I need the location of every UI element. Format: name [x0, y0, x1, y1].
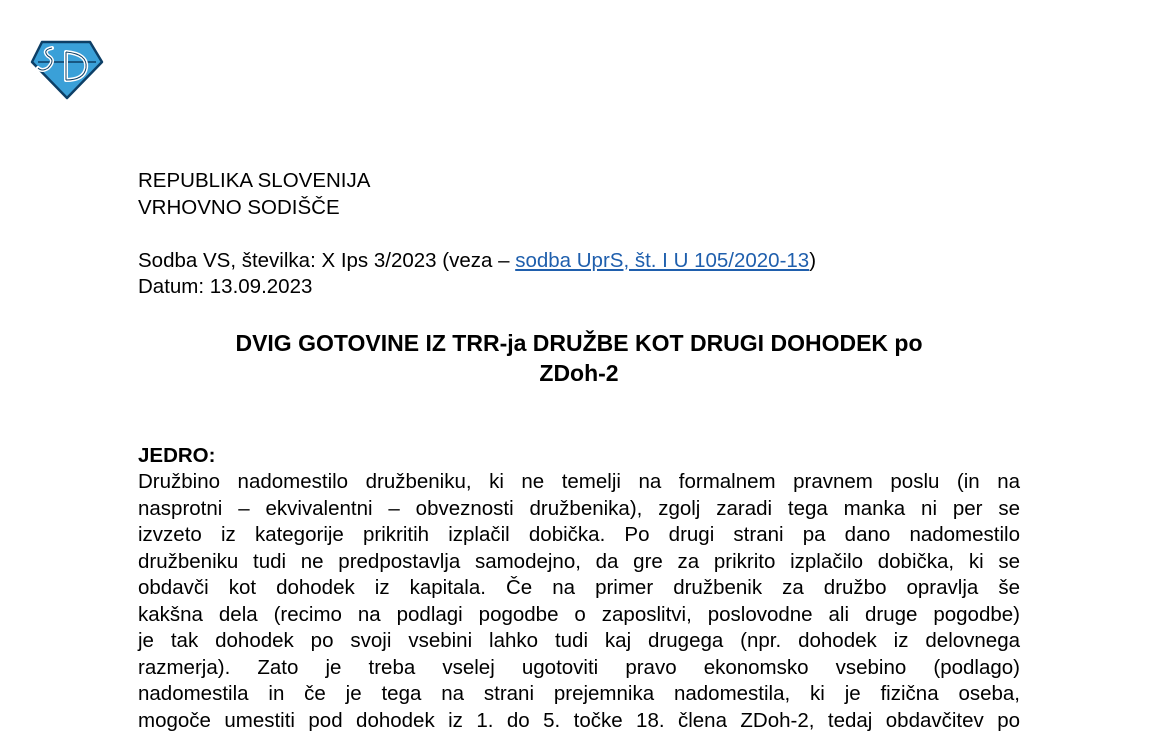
- court-logo: [30, 40, 104, 100]
- section-heading: JEDRO:: [138, 443, 216, 467]
- paragraph-line: kakšna dela (recimo na podlagi pogodbe o zaposlitvi, poslovodne ali druge pogodbe): [138, 602, 1020, 626]
- paragraph-line: obdavči kot dohodek iz kapitala. Če na primer družbenik za družbo opravlja še: [138, 576, 1020, 599]
- paragraph-line: družbeniku tudi ne predpostavlja samodejno, da gre za prikrito izplačilo dobička, ki se: [138, 549, 1020, 573]
- summary-paragraph: [138, 469, 1020, 734]
- paragraph-line: nadomestila in če je tega na strani prejemnika nadomestila, ki je fizična oseba,: [138, 682, 1020, 705]
- judgment-date: Datum: 13.09.2023: [138, 275, 313, 298]
- related-judgment-link[interactable]: sodba UprS, št. I U 105/2020-13: [515, 248, 810, 272]
- case-reference-suffix: ): [809, 248, 817, 272]
- document-title: [138, 328, 1020, 388]
- spacer: [138, 221, 1020, 248]
- title-line-2: ZDoh-2: [539, 359, 619, 386]
- document-body: [138, 168, 1020, 734]
- case-reference: [138, 248, 1020, 275]
- title-line-1: DVIG GOTOVINE IZ TRR-ja DRUŽBE KOT DRUGI DOHODEK po: [235, 329, 923, 356]
- paragraph-line: razmerja). Zato je treba vselej ugotoviti pravo ekonomsko vsebino (podlago): [138, 655, 1020, 679]
- header-court: VRHOVNO SODIŠČE: [138, 195, 340, 219]
- header-republic: REPUBLIKA SLOVENIJA: [138, 169, 371, 192]
- paragraph-line: Družbino nadomestilo družbeniku, ki ne temelji na formalnem pravnem poslu (in na: [138, 470, 1020, 493]
- case-reference-prefix: Sodba VS, številka: X Ips 3/2023 (veza –: [138, 248, 516, 272]
- paragraph-line: je tak dohodek po svoji vsebini lahko tudi kaj drugega (npr. dohodek iz delovnega: [138, 629, 1020, 652]
- paragraph-line: mogoče umestiti pod dohodek iz 1. do 5. točke 18. člena ZDoh-2, tedaj obdavčitev po: [138, 708, 1020, 732]
- court-logo-icon: [30, 40, 104, 100]
- paragraph-line: nasprotni – ekvivalentni – obveznosti družbenika), zgolj zaradi tega manka ni per se: [138, 496, 1020, 520]
- paragraph-line: izvzeto iz kategorije prikritih izplačil dobička. Po drugi strani pa dano nadomestilo: [138, 523, 1020, 546]
